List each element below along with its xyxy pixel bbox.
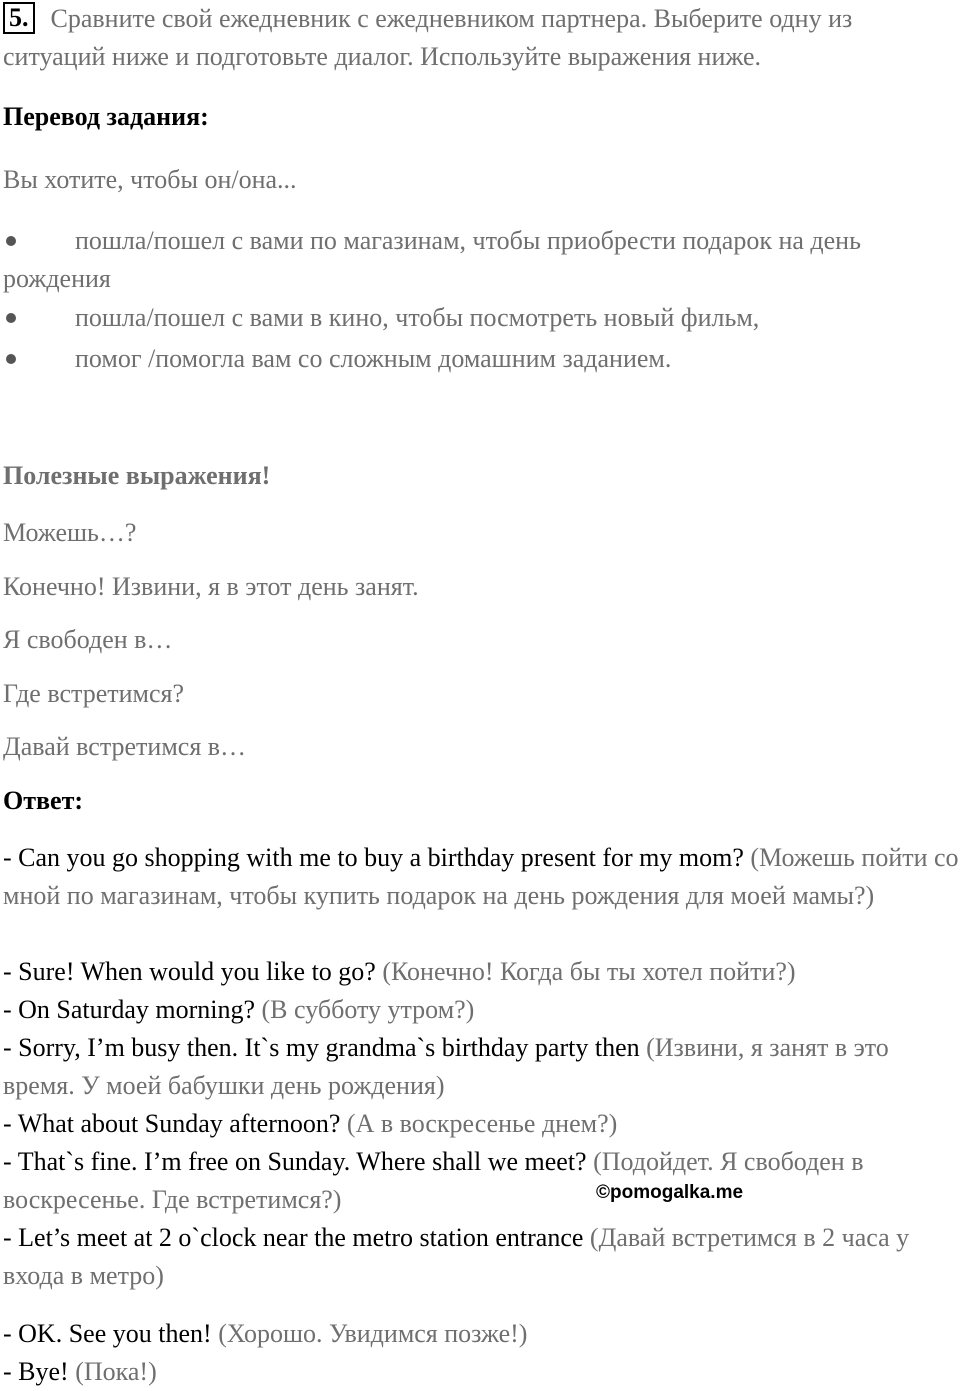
dialogue-translation: (А в воскресенье днем?) [346,1109,618,1138]
bullet-icon [6,313,16,323]
dialogue-line [3,953,960,991]
phrase-item: Можешь…? [3,518,137,547]
dialogue-english: - Sorry, I’m busy then. It`s my grandma`s birthday party then [3,1033,640,1062]
bullet-item [3,299,960,337]
phrase-item: Давай встретимся в… [3,732,247,761]
dialogue-line [3,839,960,915]
dialogue-line [3,1353,960,1391]
dialogue-english: - Can you go shopping with me to buy a birthday present for my mom? [3,843,744,872]
dialogue-translation: (Давай встретимся в 2 часа у входа в метро) [3,1223,910,1290]
bullet-icon [6,236,16,246]
translation-heading: Перевод задания: [3,102,209,131]
dialogue-translation: (Хорошо. Увидимся позже!) [218,1319,528,1348]
dialogue-english: - Sure! When would you like to go? [3,957,376,986]
dialogue-line [3,1105,960,1143]
dialogue-translation: (Можешь пойти со мной по магазинам, чтобы купить подарок на день рождения для моей мамы?) [3,843,959,910]
bullet-icon [6,354,16,364]
dialogue-line [3,1315,960,1353]
bullet-text: пошла/пошел с вами в кино, чтобы посмотреть новый фильм, [75,303,760,332]
dialogue-english: - OK. See you then! [3,1319,212,1348]
dialogue-translation: (Извини, я занят в это время. У моей бабушки день рождения) [3,1033,889,1100]
dialogue-english: - Let’s meet at 2 o`clock near the metro station entrance [3,1223,584,1252]
dialogue-english: - That`s fine. I’m free on Sunday. Where shall we meet? [3,1147,587,1176]
bullet-item [3,340,960,378]
bullet-text: помог /помогла вам со сложным домашним заданием. [75,344,672,373]
dialogue-line [3,1143,960,1219]
dialogue-english: - On Saturday morning? [3,995,256,1024]
dialogue-translation: (Подойдет. Я свободен в воскресенье. Где встретимся?) [3,1147,864,1214]
phrases-heading: Полезные выражения! [3,461,271,490]
watermark: ©pomogalka.me [596,1182,744,1203]
dialogue-line [3,991,960,1029]
phrase-item: Я свободен в… [3,625,173,654]
bullet-item [3,222,960,260]
task-text: Сравните свой ежедневник с ежедневником партнера. Выберите одну из ситуаций ниже и подготовьте диалог. Используйте выражения ниже. [3,4,853,71]
bullet-text: пошла/пошел с вами по магазинам, чтобы приобрести подарок на день [75,226,861,255]
dialogue-translation: (В субботу утром?) [261,995,475,1024]
phrase-item: Конечно! Извини, я в этот день занят. [3,572,419,601]
phrase-item: Где встретимся? [3,679,184,708]
task-statement [3,0,960,76]
dialogue-english: - What about Sunday afternoon? [3,1109,341,1138]
task-number: 5. [3,2,35,34]
answer-heading: Ответ: [3,786,84,815]
dialogue-translation: (Конечно! Когда бы ты хотел пойти?) [382,957,796,986]
dialogue-english: - Bye! [3,1357,69,1386]
translation-intro: Вы хотите, чтобы он/она... [3,165,297,194]
dialogue-line [3,1219,960,1295]
dialogue-line [3,1029,960,1105]
bullet-text-continuation: рождения [3,264,111,293]
dialogue-translation: (Пока!) [75,1357,157,1386]
